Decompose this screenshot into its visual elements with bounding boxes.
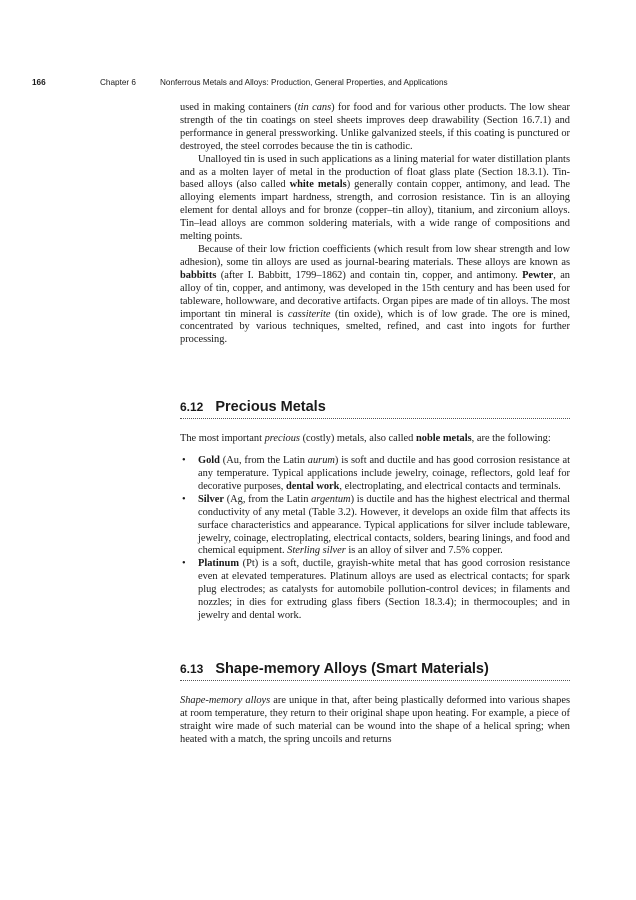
term-aurum: aurum — [307, 455, 335, 467]
list-item-platinum — [182, 558, 570, 623]
text-run: Unalloyed tin is used in such applications as a lining material for water distillation plants and as a molten layer of metal in the production of float glass plate (Section 18.3.1). Tin-based alloys (also called — [180, 153, 570, 191]
term-argentum: argentum — [311, 493, 351, 505]
bullet-icon: • — [182, 455, 186, 467]
term-gold: Gold — [198, 455, 220, 467]
text-run: The most important — [180, 433, 265, 445]
term-pewter: Pewter — [522, 269, 554, 281]
term-tin-cans: tin cans — [297, 102, 332, 113]
text-run: ) is soft and ductile and has good corrosion resistance at any temperature. Typical applications include jewelry, coinage, reflectors, gold leaf for decorative purposes, — [198, 455, 570, 492]
chapter-label: Chapter 6 — [100, 78, 136, 87]
text-run: , an alloy of tin, copper, and antimony, was developed in the 15th century and has been used for tableware, hollowware, and decorative artifacts. Organ pipes are made of tin alloys. The most important tin mineral is — [180, 269, 570, 320]
section-heading-6-12 — [180, 399, 570, 419]
page-number: 166 — [32, 78, 46, 87]
term-cassiterite: cassiterite — [287, 308, 331, 320]
text-run: ) generally contain copper, antimony, and lead. The alloying elements impart hardness, strength, and corrosion resistance. Tin is an alloying element for dental alloys and for bronze (copper–tin alloy), titanium, and zirconium alloys. Tin–lead alloys are common soldering materials, with a wide range of compositions and melting points. — [180, 179, 570, 243]
text-run: , are the following: — [471, 433, 551, 445]
text-run: ) is ductile and has the highest electrical and thermal conductivity of any metal (Table 3.2). However, it develops an oxide film that affects its surface characteristics and appearance. Typical applications for silver include tableware, jewelry, coinage, electroplating, electrical contacts, solders, bearing linings, and food and chemical equipment. — [198, 493, 570, 557]
paragraph-shape-memory — [180, 695, 570, 747]
bullet-icon: • — [182, 558, 186, 570]
text-run: (costly) metals, also called — [299, 433, 416, 445]
paragraph-precious-intro — [180, 433, 570, 446]
term-white-metals: white metals — [289, 179, 347, 191]
text-run: Because of their low friction coefficients (which result from low shear strength and low adhesion), some tin alloys are used as journal-bearing materials. These alloys are known as — [180, 243, 570, 268]
section-number: 6.12 — [180, 400, 204, 415]
term-shape-memory-alloys: Shape-memory alloys — [180, 694, 271, 706]
section-number: 6.13 — [180, 661, 204, 676]
text-run: (tin oxide), which is of low grade. The ore is mined, concentrated by various techniques, smelted, refined, and cast into ingots for further processing. — [180, 308, 570, 346]
text-run: (Pt) is a soft, ductile, grayish-white metal that has good corrosion resistance even at elevated temperatures. Platinum alloys are used as electrical contacts; for spark plug electrodes; as catalysts for automobile pollution-control devices; in filaments and nozzles; in dies for extruding glass fibers (Section 18.3.4); in thermocouples; and in jewelry and dental work. — [198, 558, 570, 621]
term-precious: precious — [264, 433, 300, 445]
term-babbitts: babbitts — [180, 269, 217, 281]
list-item-gold — [182, 455, 570, 494]
text-run: (Ag, from the Latin — [223, 493, 312, 505]
text-run: ) for food and for various other products. The low shear strength of the tin coatings on steel sheets improves deep drawability (Section 16.7.1) and performance in general pressworking. Unlike galvanized steels, if this coating is punctured or destroyed, the steel corrodes because the tin is cathodic. — [180, 102, 570, 152]
text-run: are unique in that, after being plastically deformed into various shapes at room temperature, they return to their original shape upon heating. For example, a piece of straight wire made of such material can be wound into the shape of a helical spring; when heated with a match, the spring uncoils and returns — [180, 694, 571, 745]
text-run: is an alloy of silver and 7.5% copper. — [345, 545, 503, 557]
term-noble-metals: noble metals — [415, 433, 472, 445]
text-run: used in making containers ( — [180, 102, 298, 113]
text-run: (Au, from the Latin — [219, 455, 308, 467]
section-title: Precious Metals — [215, 399, 326, 416]
text-run: (after I. Babbitt, 1799–1862) and contain tin, copper, and antimony. — [216, 269, 523, 281]
section-title: Shape-memory Alloys (Smart Materials) — [215, 660, 489, 677]
term-dental-work: dental work — [286, 480, 340, 492]
running-title: Nonferrous Metals and Alloys: Production, General Properties, and Applications — [160, 78, 448, 87]
precious-metals-list — [180, 455, 570, 623]
paragraph-babbitts — [180, 244, 570, 347]
page-body — [180, 102, 570, 747]
paragraph-unalloyed-tin — [180, 154, 570, 244]
term-sterling-silver: Sterling silver — [287, 545, 346, 557]
paragraph-tin-cans — [180, 102, 570, 154]
section-heading-6-13 — [180, 661, 570, 681]
text-run: , electroplating, and electrical contacts and terminals. — [339, 480, 561, 492]
list-item-silver — [182, 493, 570, 559]
term-platinum: Platinum — [198, 558, 239, 570]
term-silver: Silver — [198, 493, 224, 505]
bullet-icon: • — [182, 493, 186, 505]
